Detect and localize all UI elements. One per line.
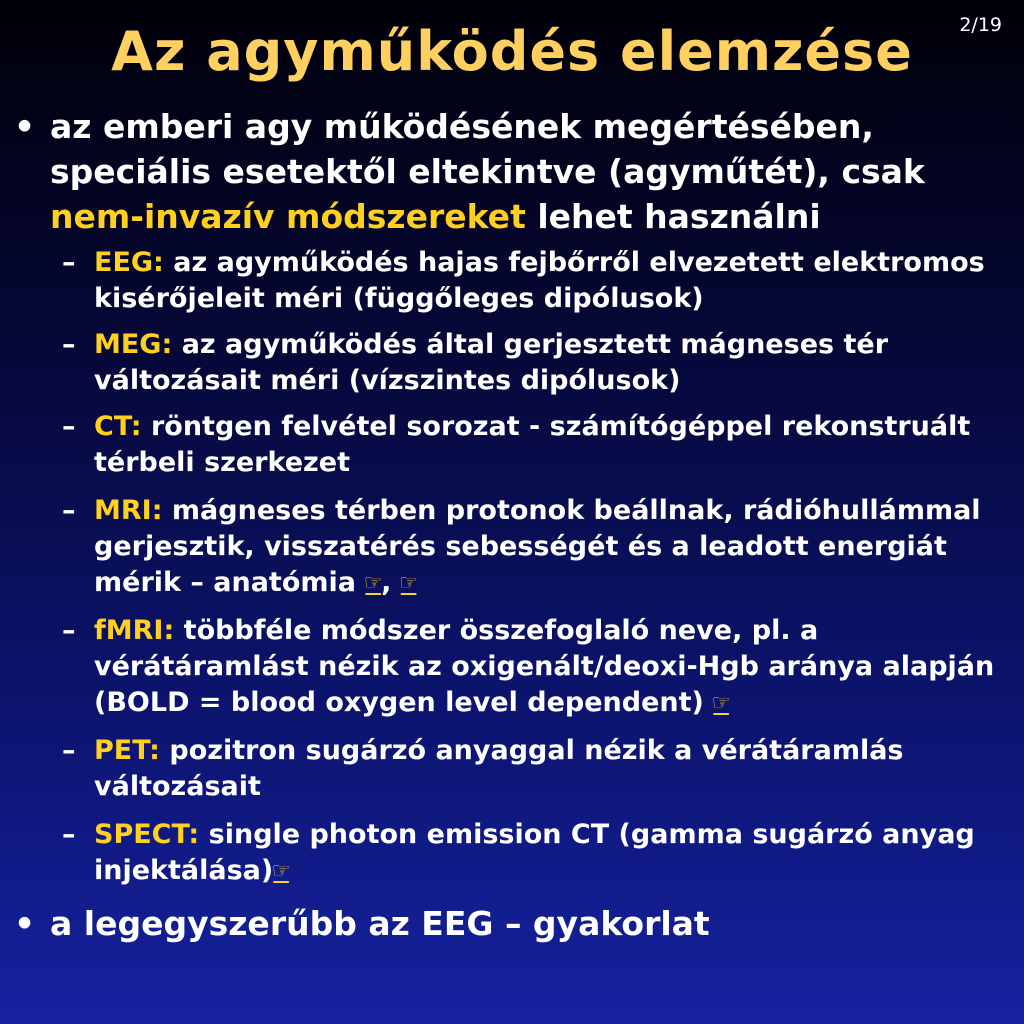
dash-icon: – <box>62 615 76 646</box>
bullet-nem-invaziv <box>0 104 1024 239</box>
item-fmri <box>0 613 1024 721</box>
dash-icon: – <box>62 329 76 360</box>
item-term: CT: <box>94 411 142 442</box>
link-icon[interactable]: ☞ <box>365 568 382 598</box>
item-desc: az agyműködés által gerjesztett mágneses tér változásait méri (vízszintes dipólusok) <box>94 329 889 396</box>
bullet-text: a legegyszerűbb az EEG – gyakorlat <box>50 904 710 943</box>
slide-content <box>0 104 1024 946</box>
slide-title: Az agyműködés elemzése <box>111 20 913 83</box>
dash-icon: – <box>62 495 76 526</box>
item-ct <box>0 409 1024 481</box>
page-number: 2/19 <box>959 14 1002 36</box>
item-desc: az agyműködés hajas fejbőrről elvezetett elektromos kisérőjeleit méri (függőleges dipólusok) <box>94 247 985 314</box>
item-pet <box>0 733 1024 805</box>
item-separator: , <box>381 567 392 598</box>
dash-icon: – <box>62 735 76 766</box>
item-term: MEG: <box>94 329 173 360</box>
dash-icon: – <box>62 247 76 278</box>
link-icon[interactable]: ☞ <box>400 568 417 598</box>
item-desc: mágneses térben protonok beállnak, rádióhullámmal gerjesztik, visszatérés sebességét és a leadott energiát mérik – anatómia <box>94 495 981 598</box>
bullet-eeg-gyakorlat <box>0 901 1024 946</box>
item-mri <box>0 493 1024 601</box>
item-desc: többféle módszer összefoglaló neve, pl. a vérátáramlást nézik az oxigenált/deoxi-Hgb aránya alapján (BOLD = blood oxygen level dependent) <box>94 615 995 718</box>
dash-icon: – <box>62 411 76 442</box>
bullet-text-b: lehet használni <box>525 197 821 236</box>
item-term: fMRI: <box>94 615 175 646</box>
item-desc: röntgen felvétel sorozat - számítógéppel rekonstruált térbeli szerkezet <box>94 411 971 478</box>
item-desc: single photon emission CT (gamma sugárzó anyag injektálása) <box>94 819 975 886</box>
item-meg <box>0 327 1024 399</box>
link-icon[interactable]: ☞ <box>273 856 289 886</box>
item-spect <box>0 817 1024 889</box>
item-term: EEG: <box>94 247 164 278</box>
item-term: SPECT: <box>94 819 200 850</box>
dash-icon: – <box>62 819 76 850</box>
item-desc: pozitron sugárzó anyaggal nézik a vérátáramlás változásait <box>94 735 904 802</box>
item-term: PET: <box>94 735 160 766</box>
item-term: MRI: <box>94 495 163 526</box>
bullet-icon: • <box>14 107 36 146</box>
bullet-icon: • <box>14 904 36 943</box>
item-eeg <box>0 245 1024 317</box>
bullet-highlight: nem-invazív módszereket <box>50 197 526 236</box>
link-icon[interactable]: ☞ <box>713 688 729 718</box>
bullet-text-a: az emberi agy működésének megértésében, speciális esetektől eltekintve (agyműtét), csak <box>50 107 925 191</box>
